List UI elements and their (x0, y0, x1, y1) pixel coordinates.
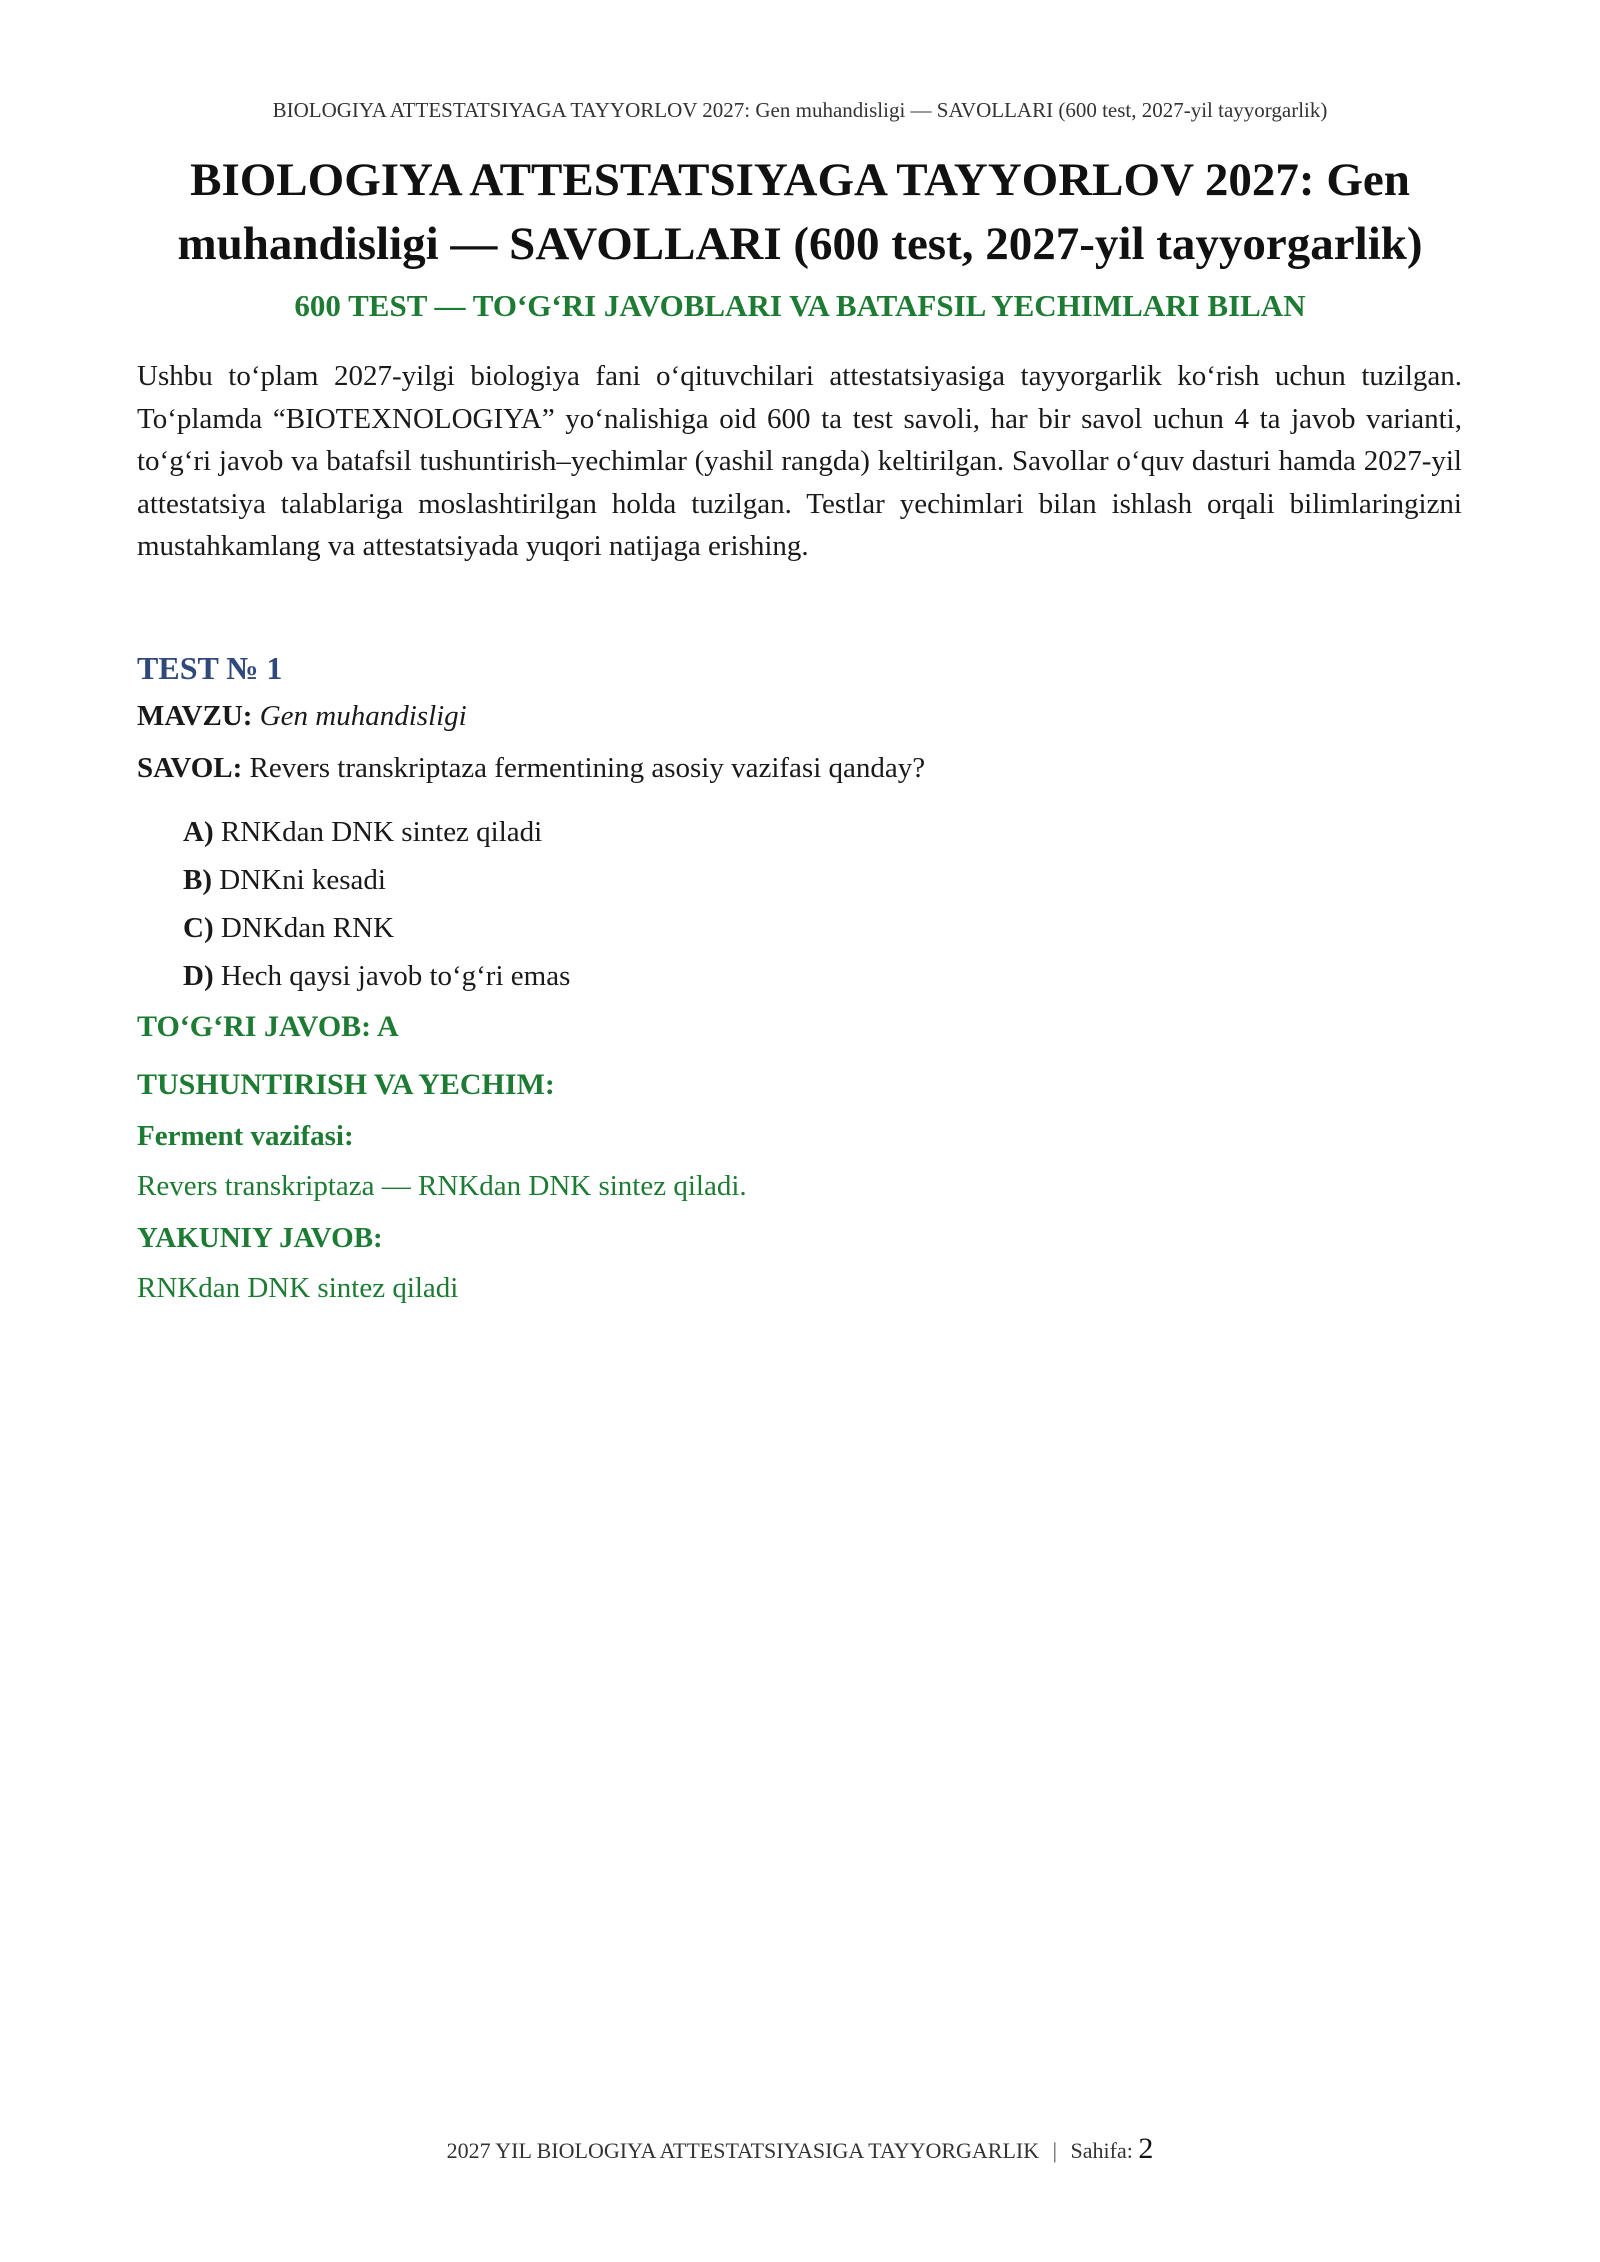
option-letter: C) (183, 912, 214, 944)
footer-text: 2027 YIL BIOLOGIYA ATTESTATSIYASIGA TAYYORGARLIK (446, 2138, 1040, 2163)
topic-label: MAVZU: (137, 700, 253, 732)
explanation-heading: TUSHUNTIRISH VA YECHIM: (137, 1068, 555, 1101)
final-answer-heading: YAKUNIY JAVOB: (137, 1222, 383, 1254)
intro-paragraph: Ushbu to‘plam 2027-yilgi biologiya fani o‘qituvchilari attestatsiyasiga tayyorgarlik ko‘rish uchun tuzilgan. To‘plamda “BIOTEXNOLOGIYA” yo‘nalishiga oid 600 ta test savoli, har bir savol uchun 4 ta javob varianti, to‘g‘ri javob va batafsil tushuntirish–yechimlar (yashil rangda) keltirilgan. Savollar o‘quv dasturi hamda 2027-yil attestatsiya talablariga moslashtirilgan holda tuzilgan. Testlar yechimlari bilan ishlash orqali bilimlaringizni mustahkamlang va attestatsiyada yuqori natijaga erishing. (137, 360, 1462, 562)
test-heading: TEST № 1 (137, 650, 283, 686)
option-text: DNKni kesadi (219, 864, 386, 896)
topic-line (137, 700, 467, 733)
explanation-text: Revers transkriptaza — RNKdan DNK sintez qiladi. (137, 1170, 747, 1202)
document-subtitle: 600 TEST — TO‘G‘RI JAVOBLARI VA BATAFSIL YECHIMLARI BILAN (294, 288, 1306, 323)
option-text: Hech qaysi javob to‘g‘ri emas (220, 960, 571, 992)
page-label: Sahifa: (1070, 2138, 1133, 2163)
question-line (137, 752, 925, 785)
footer-separator: | (1052, 2138, 1058, 2163)
option-letter: B) (183, 864, 212, 896)
option-b (183, 856, 570, 904)
option-letter: A) (183, 816, 214, 848)
option-d (183, 952, 570, 1000)
topic-value: Gen muhandisligi (259, 700, 467, 732)
option-a (183, 808, 570, 856)
document-title: BIOLOGIYA ATTESTATSIYAGA TAYYORLOV 2027: Gen muhandisligi — SAVOLLARI (600 test, 2027-yil tayyorgarlik) (177, 154, 1423, 270)
question-text: Revers transkriptaza fermentining asosiy vazifasi qanday? (249, 752, 926, 784)
final-answer-text: RNKdan DNK sintez qiladi (137, 1272, 459, 1304)
question-label: SAVOL: (137, 752, 243, 784)
page-number: 2 (1138, 2132, 1154, 2165)
option-c (183, 904, 570, 952)
answer-options (183, 808, 570, 1000)
option-text: DNKdan RNK (220, 912, 395, 944)
correct-answer: TO‘G‘RI JAVOB: A (137, 1010, 399, 1043)
explanation-subheading: Ferment vazifasi: (137, 1120, 354, 1152)
option-letter: D) (183, 960, 214, 992)
option-text: RNKdan DNK sintez qiladi (220, 816, 543, 848)
page-footer (0, 2132, 1600, 2166)
running-header: BIOLOGIYA ATTESTATSIYAGA TAYYORLOV 2027: Gen muhandisligi — SAVOLLARI (600 test, 2027-yil tayyorgarlik) (272, 98, 1328, 122)
